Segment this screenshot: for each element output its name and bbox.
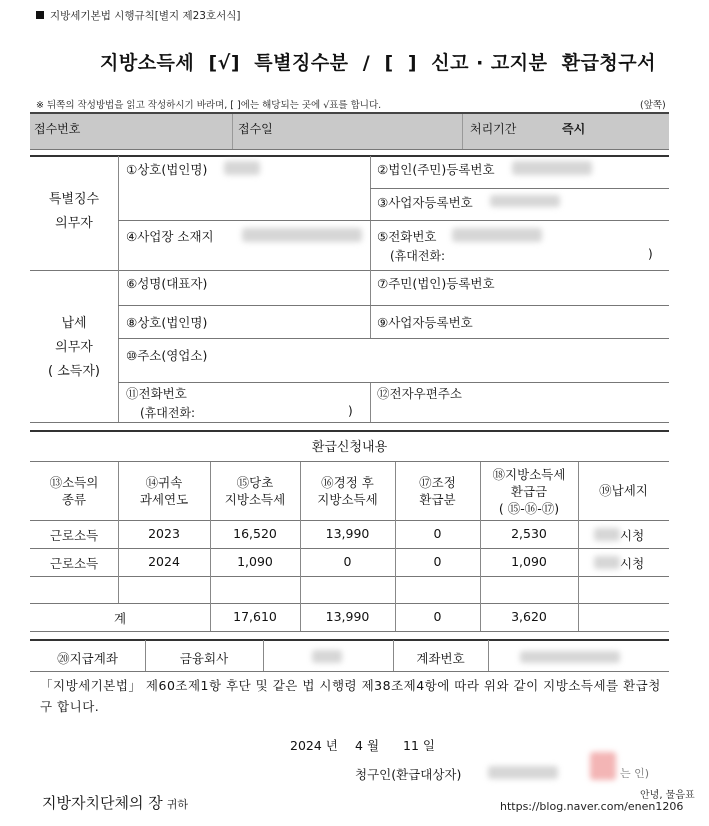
refund-cell-year: 2023: [148, 526, 180, 541]
bank-label: 금융회사: [179, 651, 229, 666]
refund-cell-corrected: 0: [343, 554, 352, 569]
refund-cell-adjusted: 0: [433, 554, 442, 569]
field-name: ⑥성명(대표자): [126, 276, 208, 291]
refund-col-header-line: ⑭귀속: [145, 475, 183, 490]
total-original: 17,610: [233, 609, 277, 624]
refund-col-header-line: 지방소득세: [224, 492, 286, 507]
receipt-no-label: 접수번호: [34, 122, 81, 136]
law-reference: 지방세기본법 시행규칙[별지 제23호서식]: [36, 8, 241, 23]
refund-cell-place: 시청: [620, 528, 645, 543]
receipt-date-label: 접수일: [238, 122, 273, 136]
instruction-note: ※ 뒤쪽의 작성방법을 읽고 작성하시기 바라며, [ ]에는 해당되는 곳에 √표를 합니다.: [36, 100, 382, 111]
field-resident-reg-no: ⑦주민(법인)등록번호: [377, 276, 495, 291]
total-corrected: 13,990: [325, 609, 370, 624]
refund-col-header-line: ⑲납세지: [599, 483, 648, 498]
refund-cell-year: 2024: [148, 554, 180, 569]
total-label: 계: [113, 611, 127, 626]
total-adjusted: 0: [433, 609, 442, 624]
field-address: ⑩주소(영업소): [126, 348, 208, 363]
account-no-label: 계좌번호: [416, 651, 465, 666]
refund-col-header: [480, 466, 578, 517]
processing-period-label: 처리기간: [470, 122, 517, 136]
field-corp-reg-no: ②법인(주민)등록번호: [377, 162, 495, 177]
withholder-section-label: 특별징수 의무자: [48, 192, 100, 231]
refund-cell-refund: 2,530: [511, 526, 547, 541]
refund-col-header-line: ⑯경정 후: [321, 475, 374, 490]
refund-cell-type: 근로소득: [49, 528, 99, 543]
refund-cell-type: 근로소득: [49, 556, 99, 571]
field-phone: ⑤전화번호: [377, 229, 437, 244]
refund-cell-refund: 1,090: [511, 554, 547, 569]
refund-col-header-line: ⑱지방소득세: [492, 467, 566, 482]
claimant-label: 청구인(환급대상자): [355, 767, 462, 782]
refund-col-header-line: ⑬소득의: [49, 475, 99, 490]
taxpayer-section-label: 납세 의무자 ( 소득자): [48, 316, 100, 379]
refund-col-header-line: ( ⑮-⑯-⑰): [498, 501, 560, 516]
refund-col-header: [118, 474, 210, 508]
refund-section-title: 환급신청내용: [311, 440, 388, 455]
date-day: 11 일: [403, 738, 435, 753]
refund-cell-corrected: 13,990: [325, 526, 370, 541]
refund-col-header-line: ⑰조정: [419, 475, 456, 490]
refund-col-header: [395, 474, 480, 508]
refund-cell-adjusted: 0: [433, 526, 442, 541]
field-trade-name: ①상호(법인명): [126, 162, 208, 177]
refund-cell-original: 16,520: [233, 526, 277, 541]
processing-period-value: 즉시: [562, 122, 586, 136]
addressee: 지방자치단체의 장 귀하: [42, 794, 188, 812]
refund-col-header-line: ⑮당초: [236, 475, 274, 490]
field-business-reg-no: ③사업자등록번호: [377, 195, 473, 210]
watermark-title: 안녕, 물음표: [640, 790, 695, 801]
field-taxpayer-trade-name: ⑧상호(법인명): [126, 315, 208, 330]
watermark-url: https://blog.naver.com/enen1206: [500, 800, 684, 813]
account-label: ⑳지급계좌: [57, 651, 118, 666]
refund-col-header-line: 종류: [61, 492, 87, 507]
refund-col-header: [30, 474, 118, 508]
refund-cell-original: 1,090: [237, 554, 273, 569]
intake-bar: [30, 112, 669, 150]
signature-suffix: 는 인): [620, 767, 650, 780]
refund-col-header-line: 환급분: [419, 492, 456, 507]
field-taxpayer-mobile: (휴대전화:: [140, 406, 196, 420]
field-taxpayer-business-reg-no: ⑨사업자등록번호: [377, 315, 473, 330]
form-title: 지방소득세 [√] 특별징수분 / [ ] 신고 · 고지분 환급청구서: [100, 52, 656, 74]
refund-col-header: [578, 482, 669, 499]
field-taxpayer-phone: ⑪전화번호: [126, 386, 187, 401]
field-mobile: (휴대전화:: [390, 249, 446, 263]
field-business-address: ④사업장 소재지: [126, 229, 214, 244]
field-mobile-close: ): [648, 247, 653, 261]
total-refund: 3,620: [511, 609, 547, 624]
refund-col-header: [210, 474, 300, 508]
field-taxpayer-mobile-close: ): [348, 404, 353, 418]
refund-col-header-line: 지방소득세: [317, 492, 378, 507]
declaration-text: 「지방세기본법」 제60조제1항 후단 및 같은 법 시행령 제38조제4항에 따라 위와 같이 지방소득세를 환급청구 합니다.: [40, 678, 661, 714]
date-year: 2024 년: [290, 738, 338, 753]
refund-col-header-line: 환급금: [510, 484, 548, 499]
refund-col-header-line: 과세연도: [139, 492, 189, 507]
refund-cell-place: 시청: [620, 556, 645, 571]
field-email: ⑫전자우편주소: [377, 386, 462, 401]
date-month: 4 월: [355, 738, 380, 753]
refund-col-header: [300, 474, 395, 508]
page-side-label: (앞쪽): [640, 100, 666, 111]
